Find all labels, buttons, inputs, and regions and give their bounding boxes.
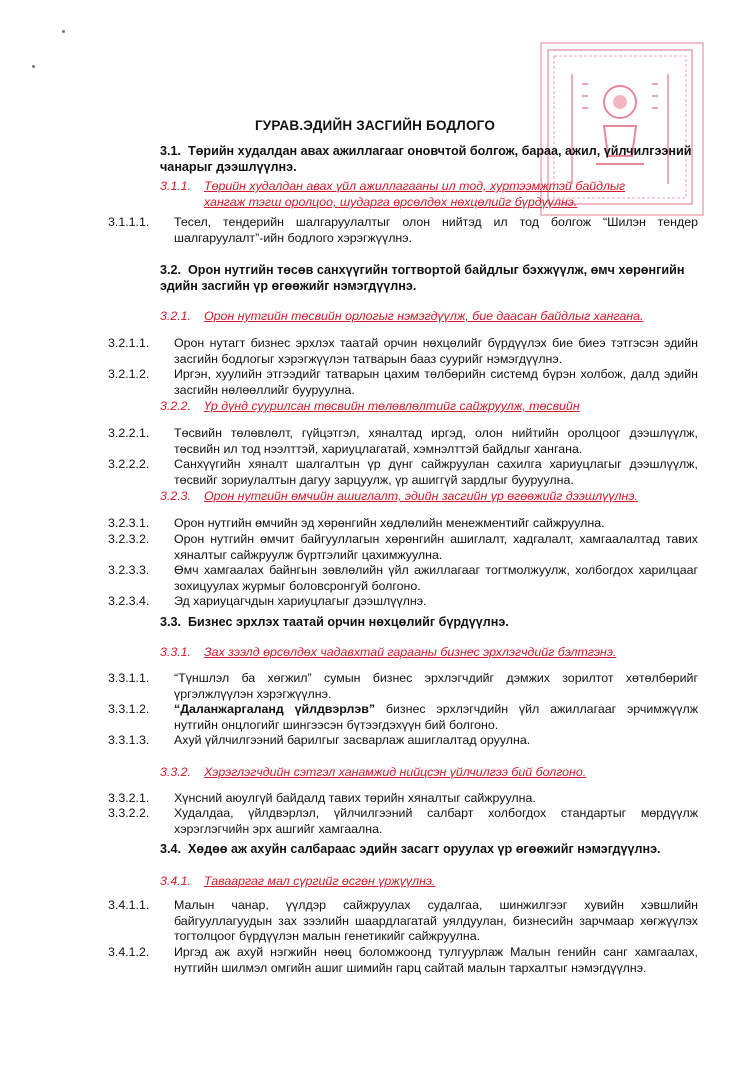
item-3-3-1-2 — [108, 702, 698, 733]
subsection-3-2-1 — [160, 308, 700, 324]
section-heading: Бизнес эрхлэх таатай орчин нөхцөлийг бүрдүүлнэ. — [188, 615, 509, 629]
item-text: “Түншлэл ба хөгжил” сумын бизнес эрхлэгчдийг дэмжих зорилтот хөтөлбөрийг үргэлжлүүлэн хэрэгжүүлнэ. — [174, 671, 698, 701]
item-number: 3.3.1.3. — [108, 733, 150, 747]
subsection-3-2-3 — [160, 488, 700, 504]
item-3-2-2-2 — [108, 457, 698, 488]
subsection-number: 3.2.1. — [160, 309, 192, 323]
item-3-2-3-4 — [108, 594, 698, 610]
item-text: Төсвийн төлөвлөлт, гүйцэтгэл, хяналтад иргэд, олон нийтийн оролцоог дээшлүүлж, төсвийн ил тод нээлттэй, хариуцлагатай, хэмнэлттэй байдлыг хангана. — [174, 426, 698, 456]
subsection-3-1-1 — [160, 178, 700, 210]
item-3-4-1-1 — [108, 898, 698, 945]
item-number: 3.2.2.2. — [108, 457, 150, 471]
section-3-1 — [160, 143, 698, 175]
item-3-3-1-1 — [108, 671, 698, 702]
item-number: 3.3.2.1. — [108, 791, 150, 805]
subsection-heading: Хэрэглэгчдийн сэтгэл ханамжид нийцсэн үйлчилгээ бий болгоно. — [204, 765, 587, 779]
item-number: 3.3.1.1. — [108, 671, 150, 685]
subsection-number: 3.3.2. — [160, 765, 192, 779]
item-number: 3.2.3.1. — [108, 516, 150, 530]
item-text: Худалдаа, үйлдвэрлэл, үйлчилгээний салбарт холбогдох стандартыг мөрдүүлж хэрэглэгчийн эрх ашгийг хамгаална. — [174, 806, 698, 836]
subsection-heading: Тавааргаг мал сүргийг өсгөн үржүүлнэ. — [204, 874, 436, 888]
item-text: Малын чанар, үүлдэр сайжруулах судалгаа, шинжилгээг хувийн хэвшлийн байгууллагуудын зах зээлийн шаардлагатай уялдуулан, бизнесийн зарчмаар хөгжүүлэх тогтолцоог бүрдүүлэн малын генетикийг сайжруулна. — [174, 898, 698, 943]
item-number: 3.2.3.3. — [108, 563, 150, 577]
item-number: 3.3.2.2. — [108, 806, 150, 820]
item-3-3-1-3 — [108, 733, 698, 749]
item-text: Эд хариуцагчдын хариуцлагыг дээшлүүлнэ. — [174, 594, 427, 608]
item-number: 3.3.1.2. — [108, 702, 150, 716]
item-3-1-1-1 — [108, 215, 698, 246]
item-number: 3.2.1.2. — [108, 367, 150, 381]
subsection-3-4-1 — [160, 873, 700, 889]
subsection-number: 3.2.2. — [160, 399, 192, 413]
item-number: 3.1.1.1. — [108, 215, 150, 229]
item-text: Иргэн, хуулийн этгээдийг татварын цахим төлбөрийн системд бүрэн холбож, далд эдийн засгийн нөлөөллийг бууруулна. — [174, 367, 698, 397]
item-text: Санхүүгийн хяналт шалгалтын үр дүнг сайжруулан сахилга хариуцлагыг дээшлүүлж, төсвийг зориулалтын дагуу зарцуулж, үр ашиггүй зардлыг бууруулна. — [174, 457, 698, 487]
item-number: 3.4.1.1. — [108, 898, 150, 912]
item-text: Орон нутагт бизнес эрхлэх таатай орчин нөхцөлийг бүрдүүлэх бие биеэ тэтгэсэн эдийн засгийн бодлогыг хэрэгжүүлэн татварын бааз суурийг нэмэгдүүлнэ. — [174, 336, 698, 366]
item-text-bold: “Даланжаргаланд үйлдвэрлэв” — [174, 702, 376, 716]
item-text — [174, 702, 698, 733]
subsection-number: 3.1.1. — [160, 179, 192, 193]
item-number: 3.2.3.2. — [108, 532, 150, 546]
section-number: 3.1. — [160, 144, 182, 158]
section-number: 3.4. — [160, 842, 182, 856]
item-number: 3.2.3.4. — [108, 594, 150, 608]
subsection-heading: Орон нутгийн өмчийн ашиглалт, эдийн засгийн үр өгөөжийг дээшлүүлнэ. — [204, 489, 638, 503]
item-3-3-2-2 — [108, 806, 698, 837]
section-number: 3.3. — [160, 615, 182, 629]
subsection-number: 3.3.1. — [160, 645, 192, 659]
subsection-heading-line1: Төрийн худалдан авах үйл ажиллагааны ил тод, хуртээмжтэй байдлыг — [204, 179, 626, 193]
section-heading: Орон нутгийн төсөв санхүүгийн тогтвортой байдлыг бэхжүүлж, өмч хөрөнгийн эдийн засгийн үр өгөөжийг нэмэгдүүлнэ. — [160, 263, 685, 293]
item-number: 3.4.1.2. — [108, 945, 150, 959]
item-text: Өмч хамгаалах байнгын зөвлөлийн үйл ажиллагааг тогтмолжуулж, холбогдох харилцааг зохицуулах журмыг боловсронгуй болгоно. — [174, 563, 698, 593]
page-title: ГУРАВ.ЭДИЙН ЗАСГИЙН БОДЛОГО — [254, 118, 496, 133]
section-3-3 — [160, 614, 698, 630]
section-heading: Төрийн худалдан авах ажиллагааг оновчтой болгож, бараа, ажил, үйлчилгээний чанарыг дээшлүүлнэ. — [160, 144, 692, 174]
item-text: Тесел, тендерийн шалгаруулалтыг олон нийтэд ил тод болгож “Шилэн тендер шалгаруулалт”-ийн бодлого хэрэгжүүлнэ. — [174, 215, 698, 245]
subsection-3-2-2 — [160, 398, 700, 414]
item-3-4-1-2 — [108, 945, 698, 976]
item-text: Иргэд аж ахуй нэгжийн нөөц боломжоонд тулгуурлаж Малын генийн санг хамгаалах, нутгийн шилмэл омгийн ашиг шимийн гарц сайтай малын тархалтыг нэмэгдүүлнэ. — [174, 945, 698, 975]
subsection-heading: Зах зээлд өрсөлдөх чадавхтай гарааны бизнес эрхлэгчдийг бэлтгэнэ. — [204, 645, 617, 659]
subsection-number: 3.2.3. — [160, 489, 192, 503]
scan-speck — [62, 30, 65, 33]
scan-speck — [32, 65, 35, 68]
item-3-2-1-1 — [108, 336, 698, 367]
subsection-3-3-1 — [160, 644, 700, 660]
subsection-heading: Орон нутгийн төсвийн орлогыг нэмэгдүүлж, бие даасан байдлыг хангана. — [204, 309, 644, 323]
item-text: Хүнсний аюулгүй байдалд тавих төрийн хяналтыг сайжруулна. — [174, 791, 536, 805]
section-3-2 — [160, 262, 698, 294]
item-3-2-1-2 — [108, 367, 698, 398]
item-number: 3.2.1.1. — [108, 336, 150, 350]
subsection-heading-line2: хангаж тэгш оролцоо, шударга өрсөлдөх нөхцөлийг бүрдүүлнэ. — [204, 195, 578, 209]
item-text-rest: бизнес эрхлэгчдийн үйл ажиллагааг эрчимжүүлж нутгийн онцлогийг шингээсэн бүтээгдэхүүн бий болгоно. — [174, 702, 699, 732]
item-3-2-3-3 — [108, 563, 698, 594]
item-text: Ахуй үйлчилгээний барилгыг засварлаж ашиглалтад оруулна. — [174, 733, 531, 747]
item-3-2-3-2 — [108, 532, 698, 563]
item-text: Орон нутгийн өмчит байгууллагын хөрөнгийн ашиглалт, хадгалалт, хамгаалалтад тавих хяналтыг сайжруулж бүртгэлийг цахимжуулна. — [174, 532, 698, 562]
subsection-3-3-2 — [160, 764, 700, 780]
subsection-number: 3.4.1. — [160, 874, 192, 888]
item-text: Орон нутгийн өмчийн эд хөрөнгийн хөдлөлийн менежментийг сайжруулна. — [174, 516, 605, 530]
item-3-2-3-1 — [108, 516, 698, 532]
section-heading: Хөдөө аж ахуйн салбараас эдийн засагт оруулах үр өгөөжийг нэмэгдүүлнэ. — [188, 842, 661, 856]
section-3-4 — [160, 841, 698, 857]
item-3-2-2-1 — [108, 426, 698, 457]
item-number: 3.2.2.1. — [108, 426, 150, 440]
item-3-3-2-1 — [108, 791, 698, 807]
section-number: 3.2. — [160, 263, 182, 277]
subsection-heading: Үр дүнд суурилсан төсвийн төлөвлөлтийг сайжруулж, төсвийн — [204, 399, 580, 413]
